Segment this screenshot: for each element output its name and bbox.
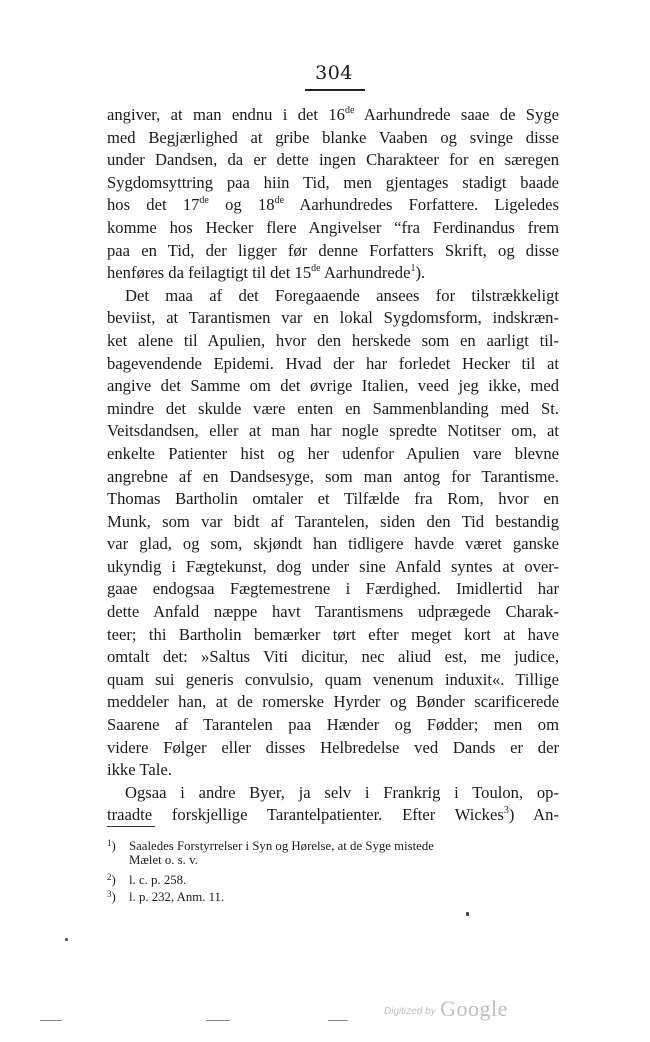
superscript: de (274, 195, 285, 207)
text-line (107, 804, 559, 827)
footnote (107, 886, 559, 903)
text-run: angive det Samme om det øvrige Italien, veed jeg ikke, med (107, 376, 559, 396)
footnote-text: l. p. 232, Anm. 11. (129, 890, 225, 904)
footnote-marker: $^3$) (107, 889, 116, 904)
text-line (107, 104, 559, 127)
text-run: quam sui generis convulsio, quam venenum induxit«. Tillige (107, 669, 559, 689)
footnote (107, 835, 559, 852)
text-run: Det maa af det Foregaaende ansees for tilstrækkeligt (125, 285, 559, 305)
footnote-marker: $^2$) (107, 872, 116, 887)
page-number: 304 (315, 62, 353, 84)
text-run: ) An- (508, 805, 559, 825)
text-run: Thomas Bartholin omtaler et Tilfælde fra Rom, hvor en (107, 489, 559, 509)
text-run: Aarhundredes Forfattere. Ligeledes (284, 195, 559, 215)
text-line (107, 466, 559, 489)
text-run: ukyndig i Fægtekunst, dog under sine Anfald syntes at over- (107, 556, 559, 576)
text-line (107, 737, 559, 760)
text-run: komme hos Hecker flere Angivelser “fra Ferdinandus frem (107, 217, 559, 237)
scan-dash (328, 1020, 348, 1021)
text-line (107, 533, 559, 556)
text-run: Sygdomsyttring paa hiin Tid, men gjentages stadigt baade (107, 172, 559, 192)
text-run: ). (415, 263, 426, 283)
text-line (107, 646, 559, 669)
text-line (107, 194, 559, 217)
text-run: ket alene til Apulien, hvor den herskede som en aarligt til- (107, 330, 559, 350)
text-run: henføres da feilagtigt til det 15 (107, 263, 312, 283)
text-line (107, 285, 559, 308)
body-text (107, 104, 559, 827)
text-line (107, 307, 559, 330)
text-run: Aarhundrede (320, 263, 411, 283)
text-run: angiver, at man endnu i det 16 (107, 105, 345, 124)
text-run: Saarene af Tarantelen paa Hænder og Fødder; men om (107, 715, 559, 735)
text-run: og 18 (208, 195, 275, 215)
text-run: mindre det skulde være enten en Sammenblanding med St. (107, 398, 559, 418)
footnotes (107, 835, 559, 903)
text-run: angrebne af en Dandsesyge, som man antog for Tarantisme. (107, 466, 559, 486)
ink-speck (65, 938, 68, 941)
text-run: med Begjærlighed at gribe blanke Vaaben og svinge disse (107, 127, 559, 147)
scan-dash (206, 1020, 230, 1021)
text-line (107, 217, 559, 240)
superscript: de (311, 263, 321, 275)
text-line (107, 240, 559, 263)
ink-speck (466, 912, 469, 916)
text-line (107, 714, 559, 737)
text-line (107, 353, 559, 376)
footnote-text: Saaledes Forstyrrelser i Syn og Hørelse, at de Syge mistede (129, 839, 434, 853)
text-run: traadte forskjellige Tarantelpatienter. Efter Wickes (107, 805, 504, 825)
text-line (107, 669, 559, 692)
footnote-number: 3 (107, 889, 112, 899)
footnote-number: 2 (107, 872, 112, 882)
text-run: teer; thi Bartholin bemærker tørt efter meget kort at have (107, 624, 559, 644)
text-line (107, 624, 559, 647)
text-run: Ogsaa i andre Byer, ja selv i Frankrig i Toulon, op- (125, 782, 559, 802)
text-line (107, 375, 559, 398)
text-line (107, 127, 559, 150)
text-line (107, 149, 559, 172)
text-run: beviist, at Tarantismen var en lokal Sygdomsform, indskræn- (107, 308, 559, 328)
text-run: gaae endogsaa Fægtemestrene i Færdighed. Imidlertid har (107, 579, 559, 599)
superscript: 3 (503, 805, 509, 817)
text-line (107, 172, 559, 195)
text-run: meddeler han, at de romerske Hyrder og Bønder scarificerede (107, 692, 559, 712)
text-line (107, 782, 559, 805)
text-line (107, 601, 559, 624)
text-line (107, 330, 559, 353)
watermark-prefix: Digitized by (384, 1006, 436, 1017)
page-number-underline (305, 89, 365, 91)
google-logo: Google (440, 996, 508, 1021)
text-run: paa en Tid, der ligger før denne Forfatters Skrift, og disse (107, 240, 559, 260)
footnote-text: Mælet o. s. v. (129, 853, 198, 867)
digitized-by-google-watermark (384, 996, 584, 1026)
footnote-marker: $^1$) (107, 838, 116, 853)
text-line (107, 398, 559, 421)
footnote-number: 1 (107, 838, 112, 848)
text-line (107, 556, 559, 579)
text-run: videre Følger eller disses Helbredelse ved Dands er der (107, 737, 559, 757)
superscript: de (344, 105, 355, 116)
text-line (107, 759, 559, 782)
text-run: omtalt det: »Saltus Viti dicitur, nec aliud est, me judice, (107, 647, 559, 667)
text-run: enkelte Patienter hist og her udenfor Apulien vare blevne (107, 443, 559, 463)
text-line (107, 511, 559, 534)
text-run: var glad, og som, skjøndt han tidligere havde været ganske (107, 534, 559, 554)
superscript: 1 (410, 263, 416, 275)
superscript: de (199, 195, 209, 207)
text-run: hos det 17 (107, 195, 200, 215)
text-line (107, 262, 559, 285)
text-run: Aarhundrede saae de Syge (354, 105, 559, 124)
footnote (107, 852, 559, 869)
text-run: Munk, som var bidt af Tarantelen, siden den Tid bestandig (107, 511, 559, 531)
text-run: dette Anfald næppe havt Tarantismens udprægede Charak- (107, 602, 559, 622)
footnote-text: l. c. p. 258. (129, 873, 187, 887)
text-run: bagevendende Epidemi. Hvad der har forledet Hecker til at (107, 353, 559, 373)
text-run: under Dandsen, da er dette ingen Charakteer for en særegen (107, 150, 559, 170)
text-line (107, 578, 559, 601)
text-run: Veitsdandsen, eller at man har nogle spredte Notitser om, at (107, 421, 559, 441)
text-line (107, 420, 559, 443)
footnote-rule (107, 826, 155, 827)
footnote (107, 869, 559, 886)
text-run: ikke Tale. (107, 760, 172, 780)
text-line (107, 443, 559, 466)
text-line (107, 691, 559, 714)
text-line (107, 488, 559, 511)
scan-dash (40, 1020, 62, 1021)
